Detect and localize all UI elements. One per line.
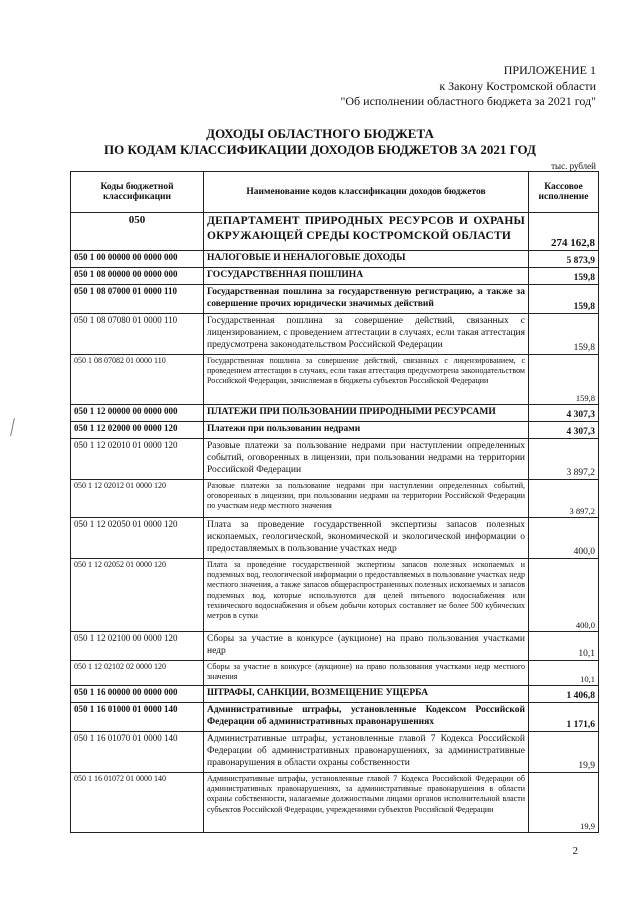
row-name: ШТРАФЫ, САНКЦИИ, ВОЗМЕЩЕНИЕ УЩЕРБА [204, 686, 529, 703]
row-code: 050 1 08 07000 01 0000 110 [71, 285, 204, 314]
row-code: 050 1 16 00000 00 0000 000 [71, 686, 204, 703]
document-title-line-1: ДОХОДЫ ОБЛАСТНОГО БЮДЖЕТА [206, 126, 434, 141]
header-code: Коды бюджетной классификации [71, 172, 204, 213]
row-code: 050 1 16 01000 01 0000 140 [71, 703, 204, 732]
table-row [71, 703, 599, 732]
row-code: 050 1 16 01072 01 0000 140 [71, 773, 204, 833]
table-row [71, 268, 599, 285]
row-code: 050 1 12 02012 01 0000 120 [71, 480, 204, 518]
table-row [71, 773, 599, 833]
row-name: ПЛАТЕЖИ ПРИ ПОЛЬЗОВАНИИ ПРИРОДНЫМИ РЕСУРСАМИ [204, 405, 529, 422]
row-name: ДЕПАРТАМЕНТ ПРИРОДНЫХ РЕСУРСОВ И ОХРАНЫ ОКРУЖАЮЩЕЙ СРЕДЫ КОСТРОМСКОЙ ОБЛАСТИ [204, 213, 529, 251]
row-name: Административные штрафы, установленные главой 7 Кодекса Российской Федерации об административных правонарушениях, за административные правонарушения в области охраны собственности [204, 732, 529, 773]
row-code: 050 [71, 213, 204, 251]
row-name: Плата за проведение государственной экспертизы запасов полезных ископаемых, геологической, экономической и экологической информации о предоставляемых в пользование участках недр [204, 518, 529, 559]
row-name: Сборы за участие в конкурсе (аукционе) на право пользования участками недр местного значения [204, 661, 529, 686]
row-amount: 5 873,9 [529, 251, 599, 268]
table-row [71, 686, 599, 703]
appendix-line-2: к Закону Костромской области [439, 78, 596, 93]
row-code: 050 1 16 01070 01 0000 140 [71, 732, 204, 773]
header-amount: Кассовое исполнение [529, 172, 599, 213]
row-amount: 19,9 [529, 773, 599, 833]
row-amount: 159,8 [529, 268, 599, 285]
row-amount: 274 162,8 [529, 213, 599, 251]
row-name: Разовые платежи за пользование недрами при наступлении определенных событий, оговоренных в лицензии, при пользовании недрами на территории Российской Федерации [204, 439, 529, 480]
table-row [71, 480, 599, 518]
row-amount: 19,9 [529, 732, 599, 773]
table-row [71, 314, 599, 355]
row-code: 050 1 12 02050 01 0000 120 [71, 518, 204, 559]
row-amount: 3 897,2 [529, 439, 599, 480]
row-name: Государственная пошлина за совершение действий, связанных с лицензированием, с проведением аттестации в случаях, если такая аттестация предусмотрена законодательством Российской Федерации [204, 314, 529, 355]
row-amount: 159,8 [529, 355, 599, 405]
row-name: Сборы за участие в конкурсе (аукционе) на право пользования участками недр [204, 632, 529, 661]
table-row [71, 661, 599, 686]
margin-pencil-mark [10, 418, 15, 436]
table-row [71, 422, 599, 439]
table-row [71, 405, 599, 422]
revenue-table [70, 171, 599, 833]
header-name: Наименование кодов классификации доходов бюджетов [204, 172, 529, 213]
row-amount: 1 406,8 [529, 686, 599, 703]
table-row [71, 732, 599, 773]
row-code: 050 1 08 00000 00 0000 000 [71, 268, 204, 285]
table-row [71, 559, 599, 632]
row-amount: 1 171,6 [529, 703, 599, 732]
page-number: 2 [572, 845, 578, 857]
table-row [71, 285, 599, 314]
table-row [71, 251, 599, 268]
appendix-line-1: ПРИЛОЖЕНИЕ 1 [503, 63, 596, 77]
row-amount: 3 897,2 [529, 480, 599, 518]
row-name: ГОСУДАРСТВЕННАЯ ПОШЛИНА [204, 268, 529, 285]
row-amount: 400,0 [529, 518, 599, 559]
row-amount: 400,0 [529, 559, 599, 632]
row-amount: 159,8 [529, 285, 599, 314]
row-name: Разовые платежи за пользование недрами при наступлении определенных событий, оговоренных в лицензии, при пользовании недрами на территории Российской Федерации по участкам недр местного значения [204, 480, 529, 518]
appendix-block [340, 63, 596, 110]
row-amount: 4 307,3 [529, 405, 599, 422]
table-row [71, 632, 599, 661]
table-row [71, 213, 599, 251]
units-label: тыс. рублей [551, 161, 596, 171]
appendix-line-3: "Об исполнении областного бюджета за 2021 год" [340, 94, 596, 108]
row-code: 050 1 12 02052 01 0000 120 [71, 559, 204, 632]
table-header-row [71, 172, 599, 213]
row-name: НАЛОГОВЫЕ И НЕНАЛОГОВЫЕ ДОХОДЫ [204, 251, 529, 268]
row-name: Государственная пошлина за совершение действий, связанных с лицензированием, с проведением аттестации в случаях, если такая аттестация предусмотрена законодательством Российской Федерации, зачисляемая в бюджеты субъектов Российской Федерации [204, 355, 529, 405]
row-amount: 10,1 [529, 632, 599, 661]
row-name: Административные штрафы, установленные Кодексом Российской Федерации об административных правонарушениях [204, 703, 529, 732]
row-code: 050 1 08 07082 01 0000 110 [71, 355, 204, 405]
table-row [71, 355, 599, 405]
table-row [71, 439, 599, 480]
row-name: Государственная пошлина за государственную регистрацию, а также за совершение прочих юридически значимых действий [204, 285, 529, 314]
row-name: Платежи при пользовании недрами [204, 422, 529, 439]
row-code: 050 1 00 00000 00 0000 000 [71, 251, 204, 268]
row-code: 050 1 12 02100 00 0000 120 [71, 632, 204, 661]
row-code: 050 1 12 00000 00 0000 000 [71, 405, 204, 422]
row-name: Плата за проведение государственной экспертизы запасов полезных ископаемых и подземных вод, геологической информации о предоставляемых в пользование участках недр местного значения, а также запасов общераспространенных полезных ископаемых и запасов подземных вод, которые используются для целей питьевого водоснабжения или технического водоснабжения и объем добычи которых составляет не более 500 кубических метров в сутки [204, 559, 529, 632]
row-code: 050 1 08 07080 01 0000 110 [71, 314, 204, 355]
row-amount: 10,1 [529, 661, 599, 686]
row-code: 050 1 12 02010 01 0000 120 [71, 439, 204, 480]
row-code: 050 1 12 02000 00 0000 120 [71, 422, 204, 439]
row-code: 050 1 12 02102 02 0000 120 [71, 661, 204, 686]
row-name: Административные штрафы, установленные главой 7 Кодекса Российской Федерации об административных правонарушениях, за административные правонарушения в области охраны собственности, налагаемые должностными лицами органов исполнительной власти субъектов Российской Федерации, учреждениями субъектов Российской Федерации [204, 773, 529, 833]
row-amount: 159,8 [529, 314, 599, 355]
table-row [71, 518, 599, 559]
document-title-line-2: ПО КОДАМ КЛАССИФИКАЦИИ ДОХОДОВ БЮДЖЕТОВ ЗА 2021 ГОД [104, 142, 536, 157]
row-amount: 4 307,3 [529, 422, 599, 439]
